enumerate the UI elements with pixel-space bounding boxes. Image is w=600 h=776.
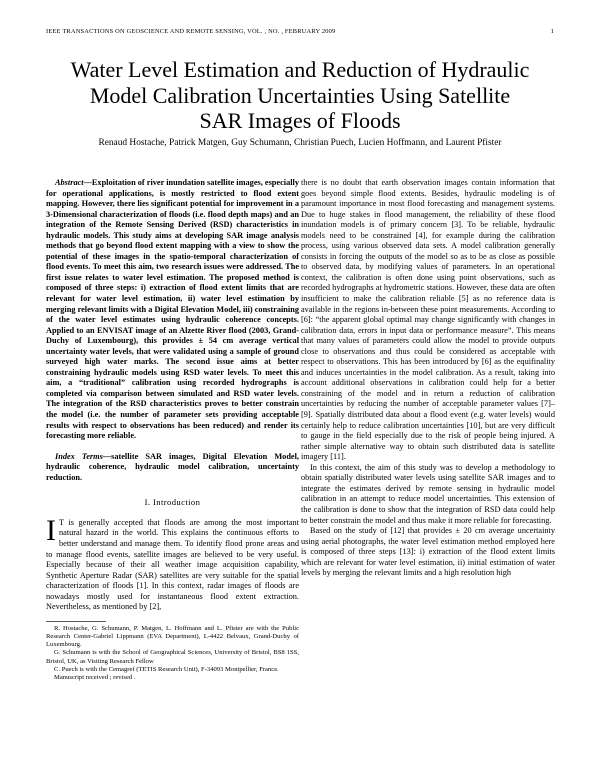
intro-paragraph bbox=[46, 513, 299, 613]
footnote: G. Schumann is with the School of Geographical Sciences, University of Bristol, BS8 1SS, Bristol, UK, as Visiting Research Fellow bbox=[46, 649, 299, 665]
title-line-2: Model Calibration Uncertainties Using Satellite bbox=[89, 82, 511, 108]
body-paragraph: Based on the study of [12] that provides ± 20 cm average uncertainty using aerial photographs, the water level estimation method employed here is composed of three steps [13]: i) extraction of the flood extent limits which are relevant for water level estimation, ii) initial estimation of water levels by merging the relevant limits and a high resolution high bbox=[301, 526, 555, 578]
abstract-label: Abstract bbox=[55, 178, 84, 187]
footnote: R. Hostache, G. Schumann, P. Matgen, L. Hoffmann and L. Pfister are with the Public Research Center-Gabriel Lippmann (EVA Department), L-4422 Belvaux, Grand-Duchy of Luxembourg. bbox=[46, 624, 299, 649]
footnote: C. Puech is with the Cemagref (TETIS Research Unit), F-34093 Montpellier, France. bbox=[54, 665, 279, 673]
index-terms-label: Index Terms bbox=[55, 451, 103, 461]
body-paragraph: In this context, the aim of this study was to develop a methodology to obtain spatially distributed water levels using satellite SAR images and to integrate the estimates derived by remote sensing in hydraulic model calibration in an attempt to reduce model uncertainties. This extension of the calibration is done to show that the integration of RSD data could help to better constrain the model and thus make it more reliable for forecasting. bbox=[301, 462, 555, 525]
right-column bbox=[301, 178, 555, 579]
abstract bbox=[46, 178, 299, 442]
title-line-1: Water Level Estimation and Reduction of Hydraulic bbox=[70, 57, 530, 82]
journal-name: IEEE TRANSACTIONS ON GEOSCIENCE AND REMOTE SENSING, VOL. , NO. , FEBRUARY 2009 bbox=[46, 28, 336, 35]
abstract-text: —Exploitation of river inundation satellite images, especially for operational applications, is mostly restricted to flood extent mapping. However, there lies significant potential for improvement in a 3-Dimensional characterization of floods (i.e. flood depth maps) and an integration of the Remote Sensing Derived (RSD) characteristics in hydraulic models. This study aims at developing SAR image analysis methods that go beyond flood extent mapping with a view to show the potential of these images in the spatio-temporal characterization of flood events. To meet this aim, two research issues were addressed. The first issue relates to water level estimation. The proposed method is composed of three steps: i) extraction of flood extent limits that are relevant for water level estimation, ii) water level estimation by merging relevant limits with a Digital Elevation Model, iii) constraining of the water level estimates using hydraulic coherence concepts. Applied to an ENVISAT image of an Alzette River flood (2003, Grand-Duchy of Luxembourg), this provides ± 54 cm average vertical uncertainty water levels, that were validated using a sample of ground surveyed high water marks. The second issue aims at better constraining hydraulic models using RSD water levels. To meet this aim, a “traditional” calibration using recorded hydrographs is completed via comparison between simulated and RSD water levels. The integration of the RSD characteristics proves to better constrain the model (i.e. the number of parameter sets providing acceptable results with respect to observations has been reduced) and render its forecasting more reliable. bbox=[46, 178, 299, 441]
author-list: Renaud Hostache, Patrick Matgen, Guy Schumann, Christian Puech, Lucien Hoffmann, and Laurent Pfister bbox=[98, 138, 502, 148]
section-heading: I. Introduction bbox=[144, 497, 201, 508]
page-number: 1 bbox=[550, 28, 554, 35]
footnote: Manuscript received ; revised . bbox=[54, 674, 136, 681]
footnote-rule bbox=[46, 621, 106, 622]
intro-text: T is generally accepted that floods are among the most important natural hazard in the world. This explains the continuous efforts to better understand and manage them. To identify flood prone areas and to manage flood events, satellite images are believed to be very useful. Especially because of their all weather image acquisition capability, Synthetic Aperture Radar (SAR) satellites are very suitable for the spatial characterization of floods [1]. In this context, radar images of floods are nowadays mostly used for instantaneous flood extent extraction. Nevertheless, as mentioned by [2], bbox=[46, 517, 299, 612]
body-paragraph: there is no doubt that earth observation images contain information that goes beyond simple flood extents. Besides, hydraulic modeling is of paramount importance in most flood forecasting and management systems. Due to huge stakes in flood management, the reliability of these flood inundation models is of primary concern [3]. To be reliable, hydraulic models need to be constrained [4], for example during the calibration process, using various observed data sets. A model calibration generally consists in forcing the outputs of the model so as to be as close as possible to observed data, by modifying values of parameters. In an operational context, the calibration is often done using point observations, such as recorded hydrographs at hydrometric stations. However, these data are often insufficient to make the calibration reliable [5] as no reference data is available in the regions in-between these point measurements. According to [6]: “the apparent global optimal may change significantly with changes in calibration data, errors in input data or performance measure”. This means that many values of parameters could allow the model to provide outputs close to observations and thus could be considered as acceptable with respect to observations. This has been introduced by [6] as the equifinality and induces uncertainties in the model calibration. As a result, taking into account additional observations in calibration could help for a better constraining of the model and in return a reduction of calibration uncertainties by reducing the number of acceptable parameter values [7]–[9]. Spatially distributed data about a flood event (e.g. water levels) would certainly help to reduce calibration uncertainties [10], but are very difficult to gauge in the field especially due to the risk of people being injured. A rather simple alternative way to obtain such distributed data is satellite imagery [11]. bbox=[301, 178, 555, 462]
drop-cap: I bbox=[46, 513, 56, 547]
index-terms bbox=[46, 452, 299, 484]
title-line-3: SAR Images of Floods bbox=[199, 108, 401, 133]
running-header bbox=[46, 28, 554, 35]
left-column bbox=[46, 178, 299, 682]
paper-title bbox=[30, 57, 570, 134]
index-terms-text: —satellite SAR images, Digital Elevation Model, hydraulic coherence, hydraulic model calibration, uncertainty reduction. bbox=[46, 451, 299, 482]
